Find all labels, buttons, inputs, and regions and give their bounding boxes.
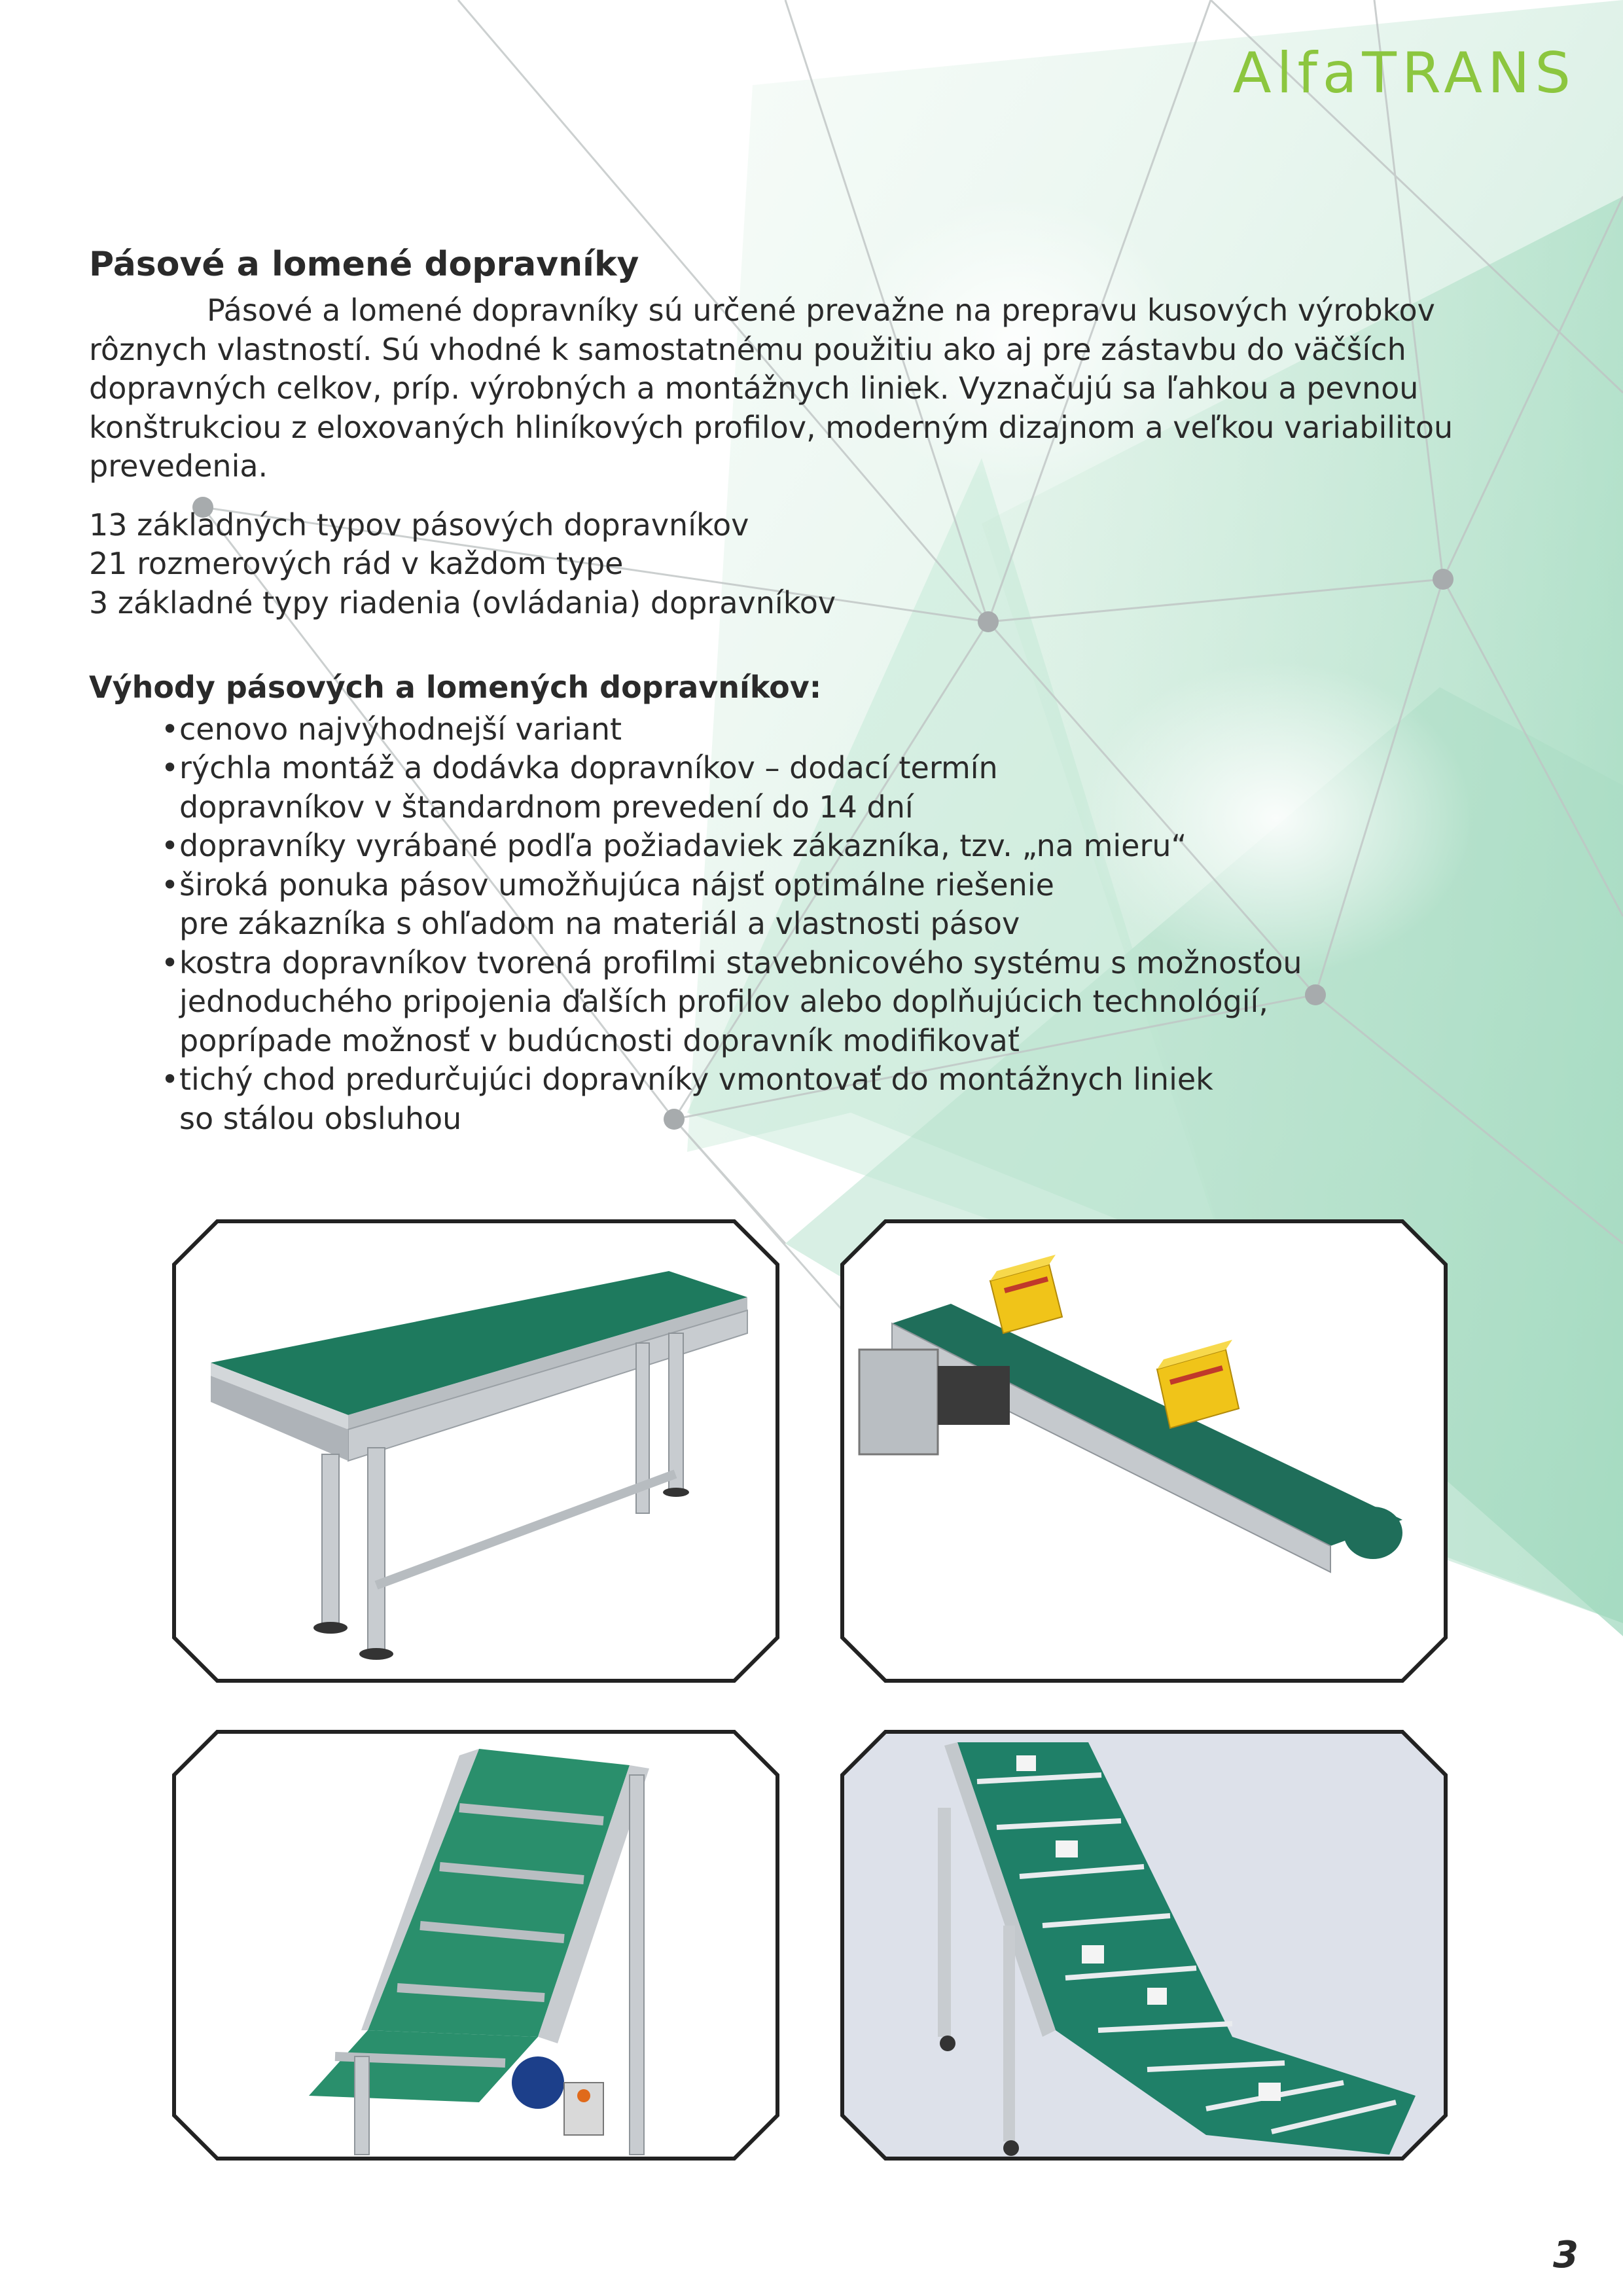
intro-paragraph: Pásové a lomené dopravníky sú určené prevažne na prepravu kusových výrobkov rôznych vlastností. Sú vhodné k samostatnému použitiu ako aj pre zástavbu do väčších dopravných celkov, príp. výrobných a montážnych liniek. Vyznačujú sa ľahkou a pevnou konštrukciou z eloxovaných hliníkových profilov, moderným dizajnom a veľkou variabilitou prevedenia. xyxy=(89,293,1454,484)
stat-line: 21 rozmerových rád v každom type xyxy=(89,546,624,581)
list-item-text: dopravníky vyrábané podľa požiadaviek zákazníka, tzv. „na mieru“ xyxy=(179,828,1187,863)
list-item-text: rýchla montáž a dodávka dopravníkov – dodací termín xyxy=(179,750,998,785)
bullet-icon: • xyxy=(161,944,179,980)
list-item xyxy=(161,749,1522,827)
brand-logo-text: AlfaTRANS xyxy=(1232,41,1576,106)
list-item-text: jednoduchého pripojenia ďalších profilov alebo doplňujúcich technológií, xyxy=(179,984,1268,1019)
list-item xyxy=(161,866,1522,944)
list-item-text: so stálou obsluhou xyxy=(179,1100,462,1136)
photo-cleated-conveyor xyxy=(840,1729,1448,2161)
advantages-list xyxy=(89,710,1522,1139)
list-item-text: poprípade možnosť v budúcnosti dopravník modifikovať xyxy=(179,1022,1020,1058)
bullet-icon: • xyxy=(161,828,179,863)
bullet-icon: • xyxy=(161,711,179,747)
photo-conveyor-with-boxes xyxy=(840,1219,1448,1683)
stat-line: 3 základné typy riadenia (ovládania) dopravníkov xyxy=(89,584,836,620)
list-item-text: cenovo najvýhodnejší variant xyxy=(179,711,622,747)
list-item-text: široká ponuka pásov umožňujúca nájsť optimálne riešenie xyxy=(179,867,1054,903)
bullet-icon: • xyxy=(161,867,179,903)
advantages-heading: Výhody pásových a lomených dopravníkov: xyxy=(89,670,822,705)
stats-list xyxy=(89,506,1522,623)
list-item xyxy=(161,1060,1522,1138)
list-item-text: tichý chod predurčujúci dopravníky vmontovať do montážnych liniek xyxy=(179,1062,1213,1097)
list-item-text: dopravníkov v štandardnom prevedení do 14 dní xyxy=(179,789,914,825)
list-item-text: kostra dopravníkov tvorená profilmi stavebnicového systému s možnosťou xyxy=(179,944,1302,980)
photo-incline-conveyor xyxy=(171,1729,780,2161)
page-title: Pásové a lomené dopravníky xyxy=(89,245,639,284)
photo-flat-conveyor xyxy=(171,1219,780,1683)
bullet-icon: • xyxy=(161,1062,179,1097)
stat-line: 13 základných typov pásových dopravníkov xyxy=(89,507,749,543)
list-item xyxy=(161,827,1522,866)
page-number: 3 xyxy=(1553,2234,1578,2276)
main-content xyxy=(89,243,1522,1138)
bullet-icon: • xyxy=(161,750,179,785)
list-item xyxy=(161,710,1522,749)
list-item xyxy=(161,944,1522,1061)
list-item-text: pre zákazníka s ohľadom na materiál a vlastnosti pásov xyxy=(179,906,1020,941)
